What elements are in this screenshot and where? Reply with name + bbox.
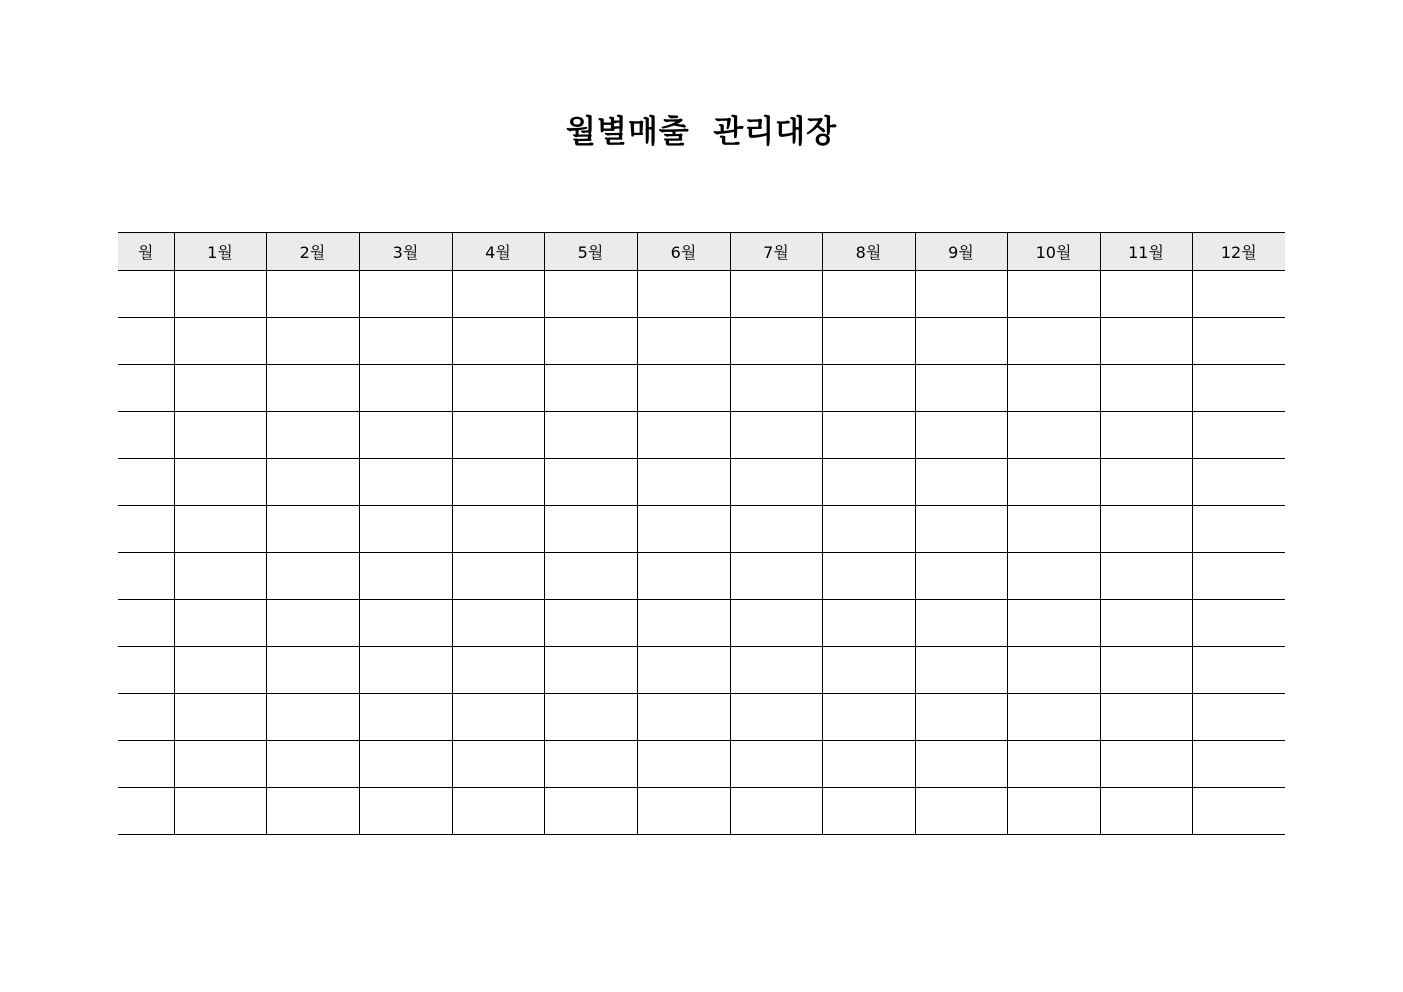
table-cell[interactable] <box>637 694 730 741</box>
table-cell[interactable] <box>1100 459 1192 506</box>
table-cell[interactable] <box>359 741 452 788</box>
table-cell[interactable] <box>1192 412 1285 459</box>
table-cell[interactable] <box>915 412 1007 459</box>
table-cell[interactable] <box>452 694 544 741</box>
table-cell[interactable] <box>1192 459 1285 506</box>
column-header-month-11: 11월 <box>1100 233 1192 271</box>
table-cell[interactable] <box>637 506 730 553</box>
page-title: 월별매출 관리대장 <box>565 114 838 150</box>
table-cell[interactable] <box>915 694 1007 741</box>
table-row <box>118 741 1285 788</box>
table-cell[interactable] <box>730 365 822 412</box>
table-cell[interactable] <box>118 553 174 600</box>
table-cell[interactable] <box>637 647 730 694</box>
table-cell[interactable] <box>174 365 266 412</box>
table-cell[interactable] <box>1007 553 1100 600</box>
table-cell[interactable] <box>544 506 637 553</box>
table-cell[interactable] <box>544 694 637 741</box>
table-cell[interactable] <box>730 553 822 600</box>
table-cell[interactable] <box>730 788 822 835</box>
table-row <box>118 788 1285 835</box>
table-cell[interactable] <box>452 741 544 788</box>
table-cell[interactable] <box>1192 365 1285 412</box>
table-cell[interactable] <box>1007 271 1100 318</box>
table-cell[interactable] <box>174 271 266 318</box>
table-cell[interactable] <box>1007 318 1100 365</box>
table-cell[interactable] <box>1007 365 1100 412</box>
table-cell[interactable] <box>915 600 1007 647</box>
table-cell[interactable] <box>452 412 544 459</box>
table-cell[interactable] <box>822 647 915 694</box>
table-cell[interactable] <box>1100 318 1192 365</box>
column-header-month-10: 10월 <box>1007 233 1100 271</box>
table-cell[interactable] <box>822 788 915 835</box>
table-cell[interactable] <box>544 600 637 647</box>
table-cell[interactable] <box>359 788 452 835</box>
table-row <box>118 459 1285 506</box>
table-cell[interactable] <box>118 318 174 365</box>
table-row <box>118 318 1285 365</box>
table-cell[interactable] <box>174 788 266 835</box>
table-cell[interactable] <box>730 741 822 788</box>
table-cell[interactable] <box>730 271 822 318</box>
table-cell[interactable] <box>637 365 730 412</box>
table-cell[interactable] <box>637 788 730 835</box>
table-row <box>118 694 1285 741</box>
table-cell[interactable] <box>915 318 1007 365</box>
table-cell[interactable] <box>730 506 822 553</box>
table-cell[interactable] <box>452 506 544 553</box>
table-cell[interactable] <box>544 365 637 412</box>
table-cell[interactable] <box>1007 600 1100 647</box>
table-cell[interactable] <box>452 459 544 506</box>
table-cell[interactable] <box>822 741 915 788</box>
column-header-month-12: 12월 <box>1192 233 1285 271</box>
table-cell[interactable] <box>359 365 452 412</box>
column-header-month-3: 3월 <box>359 233 452 271</box>
table-cell[interactable] <box>1007 412 1100 459</box>
table-cell[interactable] <box>1100 788 1192 835</box>
table-cell[interactable] <box>915 741 1007 788</box>
table-cell[interactable] <box>1100 694 1192 741</box>
table-cell[interactable] <box>1007 459 1100 506</box>
table-cell[interactable] <box>637 318 730 365</box>
table-cell[interactable] <box>266 741 359 788</box>
table-cell[interactable] <box>915 788 1007 835</box>
table-cell[interactable] <box>1192 553 1285 600</box>
table-cell[interactable] <box>452 271 544 318</box>
table-cell[interactable] <box>452 365 544 412</box>
table-cell[interactable] <box>637 412 730 459</box>
table-cell[interactable] <box>174 459 266 506</box>
table-row <box>118 553 1285 600</box>
column-header-month: 월 <box>118 233 174 271</box>
table-cell[interactable] <box>452 600 544 647</box>
table-cell[interactable] <box>174 506 266 553</box>
table-cell[interactable] <box>822 694 915 741</box>
table-cell[interactable] <box>822 459 915 506</box>
table-cell[interactable] <box>637 459 730 506</box>
table-cell[interactable] <box>1100 412 1192 459</box>
column-header-month-5: 5월 <box>544 233 637 271</box>
table-cell[interactable] <box>1007 788 1100 835</box>
table-cell[interactable] <box>359 506 452 553</box>
table-cell[interactable] <box>1007 506 1100 553</box>
table-cell[interactable] <box>1007 741 1100 788</box>
table-cell[interactable] <box>1100 365 1192 412</box>
monthly-sales-ledger-table <box>118 232 1285 835</box>
table-cell[interactable] <box>1192 506 1285 553</box>
table-cell[interactable] <box>359 459 452 506</box>
table-cell[interactable] <box>1100 506 1192 553</box>
table-cell[interactable] <box>266 459 359 506</box>
table-cell[interactable] <box>544 318 637 365</box>
table-cell[interactable] <box>637 741 730 788</box>
table-cell[interactable] <box>730 647 822 694</box>
table-cell[interactable] <box>822 600 915 647</box>
table-cell[interactable] <box>118 459 174 506</box>
table-cell[interactable] <box>1192 318 1285 365</box>
table-cell[interactable] <box>359 271 452 318</box>
table-cell[interactable] <box>1100 271 1192 318</box>
table-cell[interactable] <box>915 553 1007 600</box>
table-cell[interactable] <box>915 271 1007 318</box>
table-cell[interactable] <box>544 271 637 318</box>
table-cell[interactable] <box>174 412 266 459</box>
table-cell[interactable] <box>822 553 915 600</box>
table-cell[interactable] <box>266 600 359 647</box>
table-cell[interactable] <box>118 694 174 741</box>
table-cell[interactable] <box>118 271 174 318</box>
table-cell[interactable] <box>1192 271 1285 318</box>
table-cell[interactable] <box>1100 647 1192 694</box>
table-cell[interactable] <box>637 553 730 600</box>
table-cell[interactable] <box>915 506 1007 553</box>
table-cell[interactable] <box>1192 694 1285 741</box>
table-cell[interactable] <box>452 318 544 365</box>
table-cell[interactable] <box>637 271 730 318</box>
table-cell[interactable] <box>544 647 637 694</box>
table-cell[interactable] <box>118 600 174 647</box>
column-header-month-7: 7월 <box>730 233 822 271</box>
table-cell[interactable] <box>1100 741 1192 788</box>
table-cell[interactable] <box>174 318 266 365</box>
column-header-month-4: 4월 <box>452 233 544 271</box>
table-cell[interactable] <box>1192 600 1285 647</box>
table-row <box>118 506 1285 553</box>
table-cell[interactable] <box>730 412 822 459</box>
table-cell[interactable] <box>544 741 637 788</box>
table-row <box>118 412 1285 459</box>
table-cell[interactable] <box>118 741 174 788</box>
table-cell[interactable] <box>452 788 544 835</box>
table-cell[interactable] <box>266 318 359 365</box>
table-cell[interactable] <box>359 412 452 459</box>
table-cell[interactable] <box>730 459 822 506</box>
table-cell[interactable] <box>266 506 359 553</box>
table-cell[interactable] <box>266 647 359 694</box>
table-cell[interactable] <box>266 271 359 318</box>
table-cell[interactable] <box>174 553 266 600</box>
table-cell[interactable] <box>1007 647 1100 694</box>
table-cell[interactable] <box>544 553 637 600</box>
column-header-month-9: 9월 <box>915 233 1007 271</box>
column-header-month-1: 1월 <box>174 233 266 271</box>
table-cell[interactable] <box>730 318 822 365</box>
table-cell[interactable] <box>1100 600 1192 647</box>
table-row <box>118 600 1285 647</box>
table-cell[interactable] <box>174 647 266 694</box>
table-header-row <box>118 233 1285 271</box>
column-header-month-6: 6월 <box>637 233 730 271</box>
table-cell[interactable] <box>452 647 544 694</box>
table-cell[interactable] <box>544 788 637 835</box>
table-cell[interactable] <box>452 553 544 600</box>
table-cell[interactable] <box>118 365 174 412</box>
table-cell[interactable] <box>266 412 359 459</box>
table-row <box>118 365 1285 412</box>
table-cell[interactable] <box>1192 647 1285 694</box>
column-header-month-2: 2월 <box>266 233 359 271</box>
table-cell[interactable] <box>544 412 637 459</box>
table-cell[interactable] <box>822 365 915 412</box>
table-cell[interactable] <box>118 788 174 835</box>
table-cell[interactable] <box>118 506 174 553</box>
table-cell[interactable] <box>730 600 822 647</box>
table-cell[interactable] <box>266 788 359 835</box>
table-cell[interactable] <box>822 506 915 553</box>
table-cell[interactable] <box>359 694 452 741</box>
table-cell[interactable] <box>266 365 359 412</box>
column-header-month-8: 8월 <box>822 233 915 271</box>
table-cell[interactable] <box>266 694 359 741</box>
table-cell[interactable] <box>174 741 266 788</box>
table-cell[interactable] <box>118 412 174 459</box>
table-row <box>118 271 1285 318</box>
table-cell[interactable] <box>359 647 452 694</box>
table-cell[interactable] <box>266 553 359 600</box>
table-cell[interactable] <box>359 553 452 600</box>
table-cell[interactable] <box>915 647 1007 694</box>
table-cell[interactable] <box>1192 788 1285 835</box>
table-cell[interactable] <box>118 647 174 694</box>
table-cell[interactable] <box>544 459 637 506</box>
table-cell[interactable] <box>1007 694 1100 741</box>
table-cell[interactable] <box>915 459 1007 506</box>
table-cell[interactable] <box>822 318 915 365</box>
table-cell[interactable] <box>915 365 1007 412</box>
table-cell[interactable] <box>637 600 730 647</box>
table-cell[interactable] <box>359 318 452 365</box>
table-cell[interactable] <box>1192 741 1285 788</box>
table-cell[interactable] <box>359 600 452 647</box>
table-cell[interactable] <box>174 600 266 647</box>
table-cell[interactable] <box>730 694 822 741</box>
table-cell[interactable] <box>822 412 915 459</box>
table-cell[interactable] <box>822 271 915 318</box>
table-cell[interactable] <box>1100 553 1192 600</box>
table-cell[interactable] <box>174 694 266 741</box>
table-row <box>118 647 1285 694</box>
